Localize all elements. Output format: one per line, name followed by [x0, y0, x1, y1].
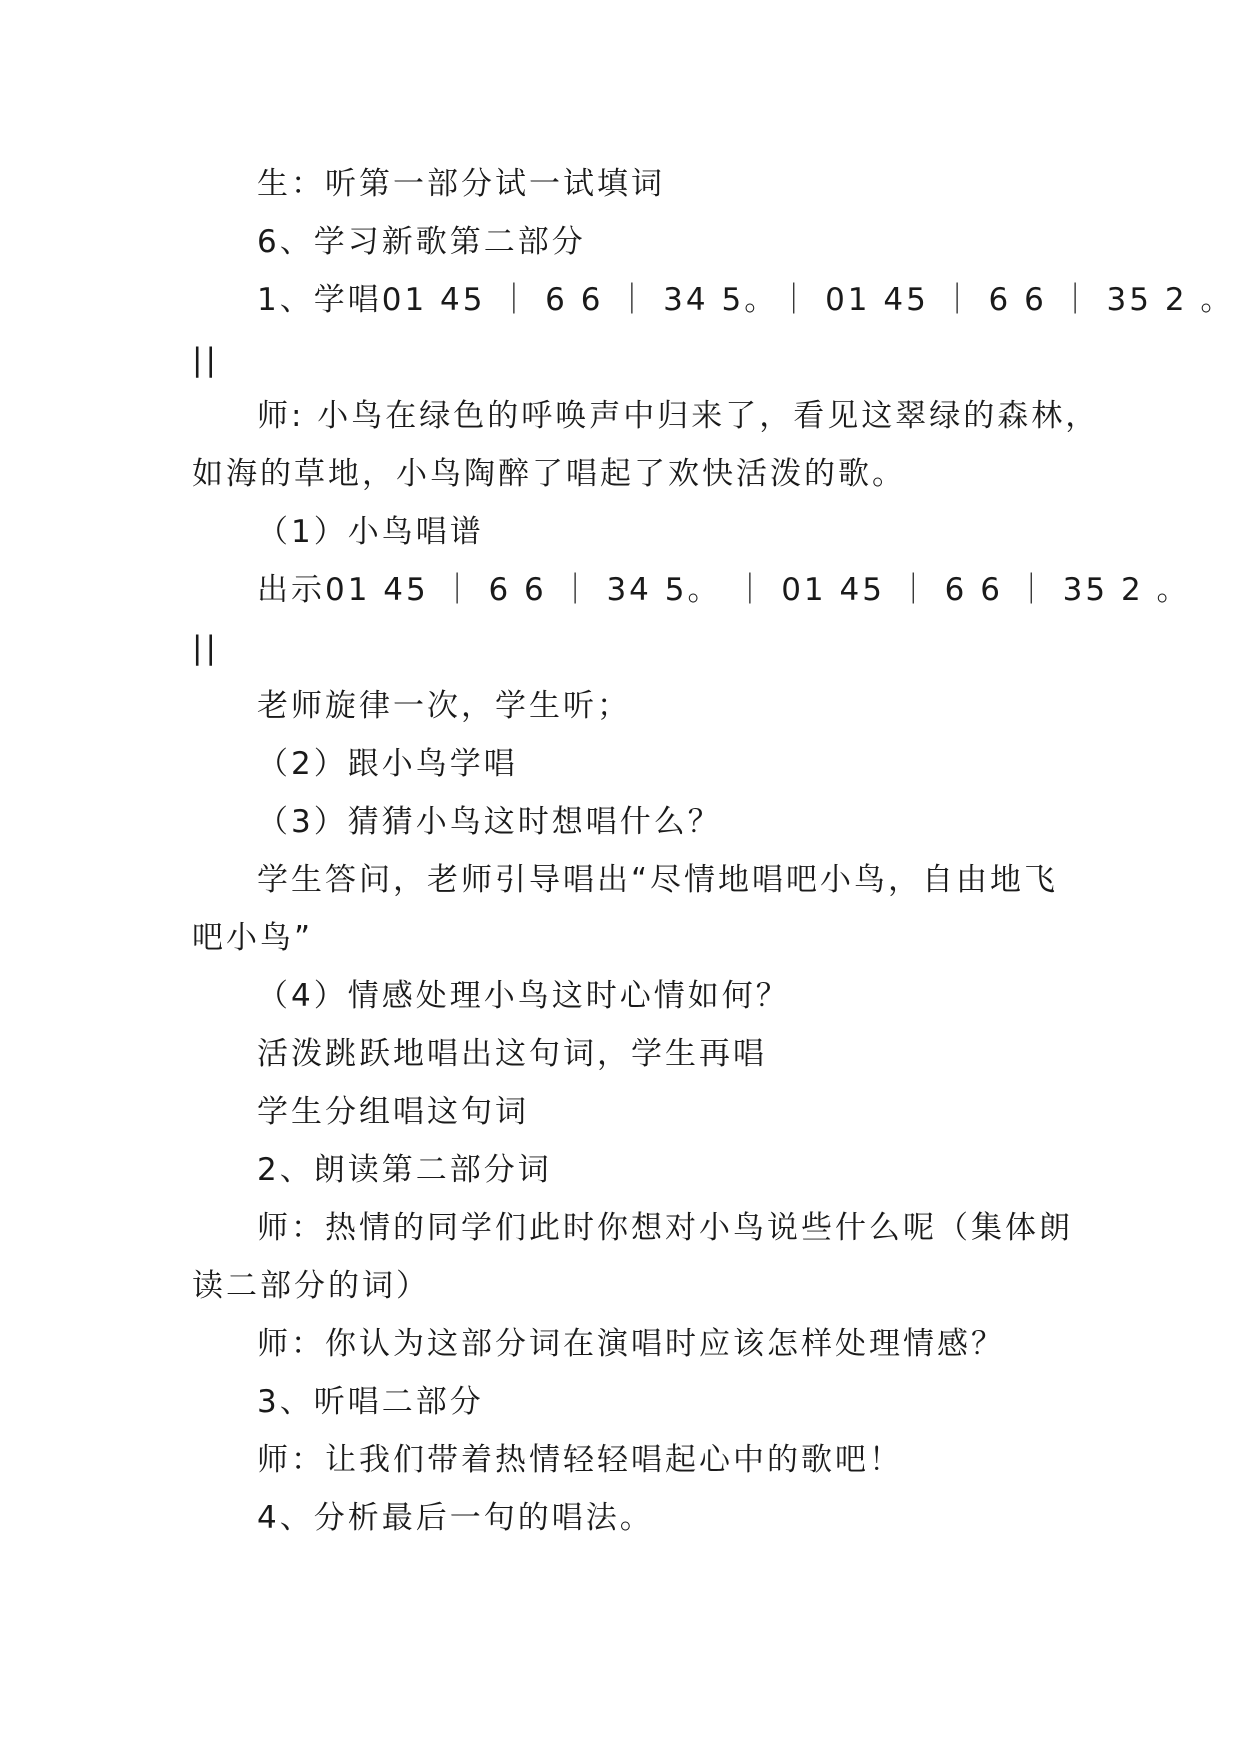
text-line: 师：热情的同学们此时你想对小鸟说些什么呢（集体朗: [257, 1210, 1073, 1246]
text-line: 读二部分的词）: [192, 1268, 430, 1304]
text-line: 4、分析最后一句的唱法。: [257, 1500, 654, 1536]
text-line: （3）猜猜小鸟这时想唱什么？: [257, 804, 722, 840]
text-line: 老师旋律一次，学生听；: [257, 688, 631, 724]
text-line: 学生分组唱这句词: [257, 1094, 529, 1130]
text-line: 师: 小鸟在绿色的呼唤声中归来了，看见这翠绿的森林，: [257, 398, 1100, 434]
text-line: ||: [192, 342, 219, 378]
text-line: （4）情感处理小鸟这时心情如何？: [257, 978, 790, 1014]
text-line: 学生答问，老师引导唱出“尽情地唱吧小鸟，自由地飞: [257, 862, 1059, 898]
text-line: 2、朗读第二部分词: [257, 1152, 552, 1188]
text-line: 生：听第一部分试一试填词: [257, 166, 665, 202]
text-line: 师：你认为这部分词在演唱时应该怎样处理情感？: [257, 1326, 1005, 1362]
text-line: （1）小鸟唱谱: [257, 514, 484, 550]
text-line: ||: [192, 630, 219, 666]
text-line: 师：让我们带着热情轻轻唱起心中的歌吧！: [257, 1442, 903, 1478]
text-line: 出示01 45 ｜ 6 6 ｜ 34 5。 ｜ 01 45 ｜ 6 6 ｜ 35 2 。: [257, 572, 1191, 608]
text-line: 1、学唱01 45 ｜ 6 6 ｜ 34 5。｜ 01 45 ｜ 6 6 ｜ 35 2 。: [257, 282, 1235, 318]
text-line: 吧小鸟”: [192, 920, 314, 956]
text-line: 3、听唱二部分: [257, 1384, 484, 1420]
text-line: 6、学习新歌第二部分: [257, 224, 586, 260]
text-line: 活泼跳跃地唱出这句词，学生再唱: [257, 1036, 767, 1072]
text-line: （2）跟小鸟学唱: [257, 746, 518, 782]
text-line: 如海的草地，小鸟陶醉了唱起了欢快活泼的歌。: [192, 456, 906, 492]
